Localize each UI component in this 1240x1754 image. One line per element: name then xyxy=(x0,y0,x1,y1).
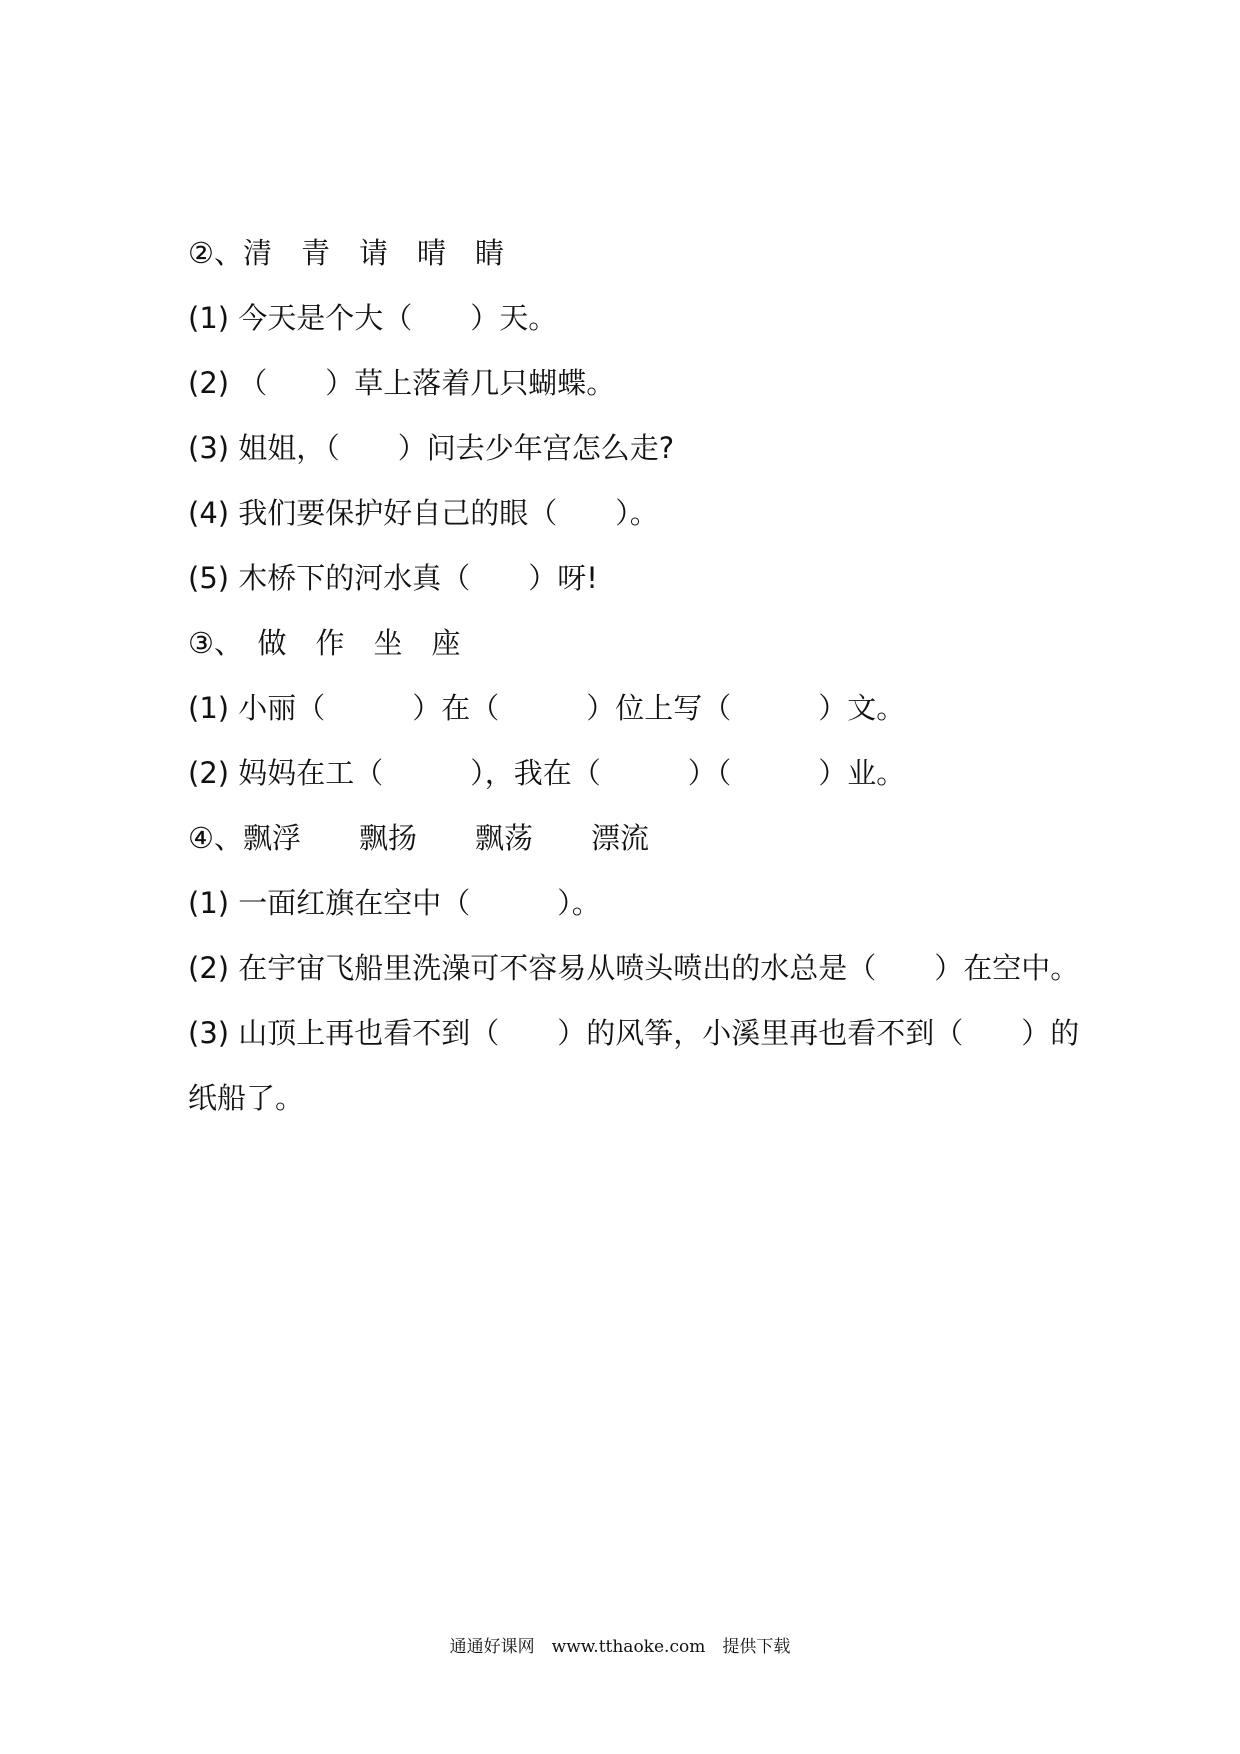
section-2-question-3: (3) 姐姐，（ ）问去少年宫怎么走? xyxy=(188,431,675,465)
section-4-question-3-continued: 纸船了。 xyxy=(188,1081,305,1115)
section-3-header: ③、 做 作 坐 座 xyxy=(188,626,461,660)
section-4-question-2: (2) 在宇宙飞船里洗澡可不容易从喷头喷出的水总是（ ）在空中。 xyxy=(188,951,1080,985)
section-2-question-5: (5) 木桥下的河水真（ ）呀! xyxy=(188,561,598,595)
section-3-question-1: (1) 小丽（ ）在（ ）位上写（ ）文。 xyxy=(188,691,906,725)
section-4-question-3: (3) 山顶上再也看不到（ ）的风筝，小溪里再也看不到（ ）的 xyxy=(188,1016,1080,1050)
section-2-question-4: (4) 我们要保护好自己的眼（ ）。 xyxy=(188,496,659,530)
section-2-header: ②、清 青 请 晴 睛 xyxy=(188,236,504,270)
worksheet-content xyxy=(188,221,1088,1131)
section-4-header: ④、飘浮 飘扬 飘荡 漂流 xyxy=(188,821,649,855)
section-3-question-2: (2) 妈妈在工（ ），我在（ ）（ ）业。 xyxy=(188,756,906,790)
section-2-question-1: (1) 今天是个大（ ）天。 xyxy=(188,301,558,335)
footer-credit: 通通好课网 www.tthaoke.com 提供下载 xyxy=(449,1637,791,1657)
section-2-question-2: (2) （ ）草上落着几只蝴蝶。 xyxy=(188,366,616,400)
section-4-question-1: (1) 一面红旗在空中（ ）。 xyxy=(188,886,601,920)
